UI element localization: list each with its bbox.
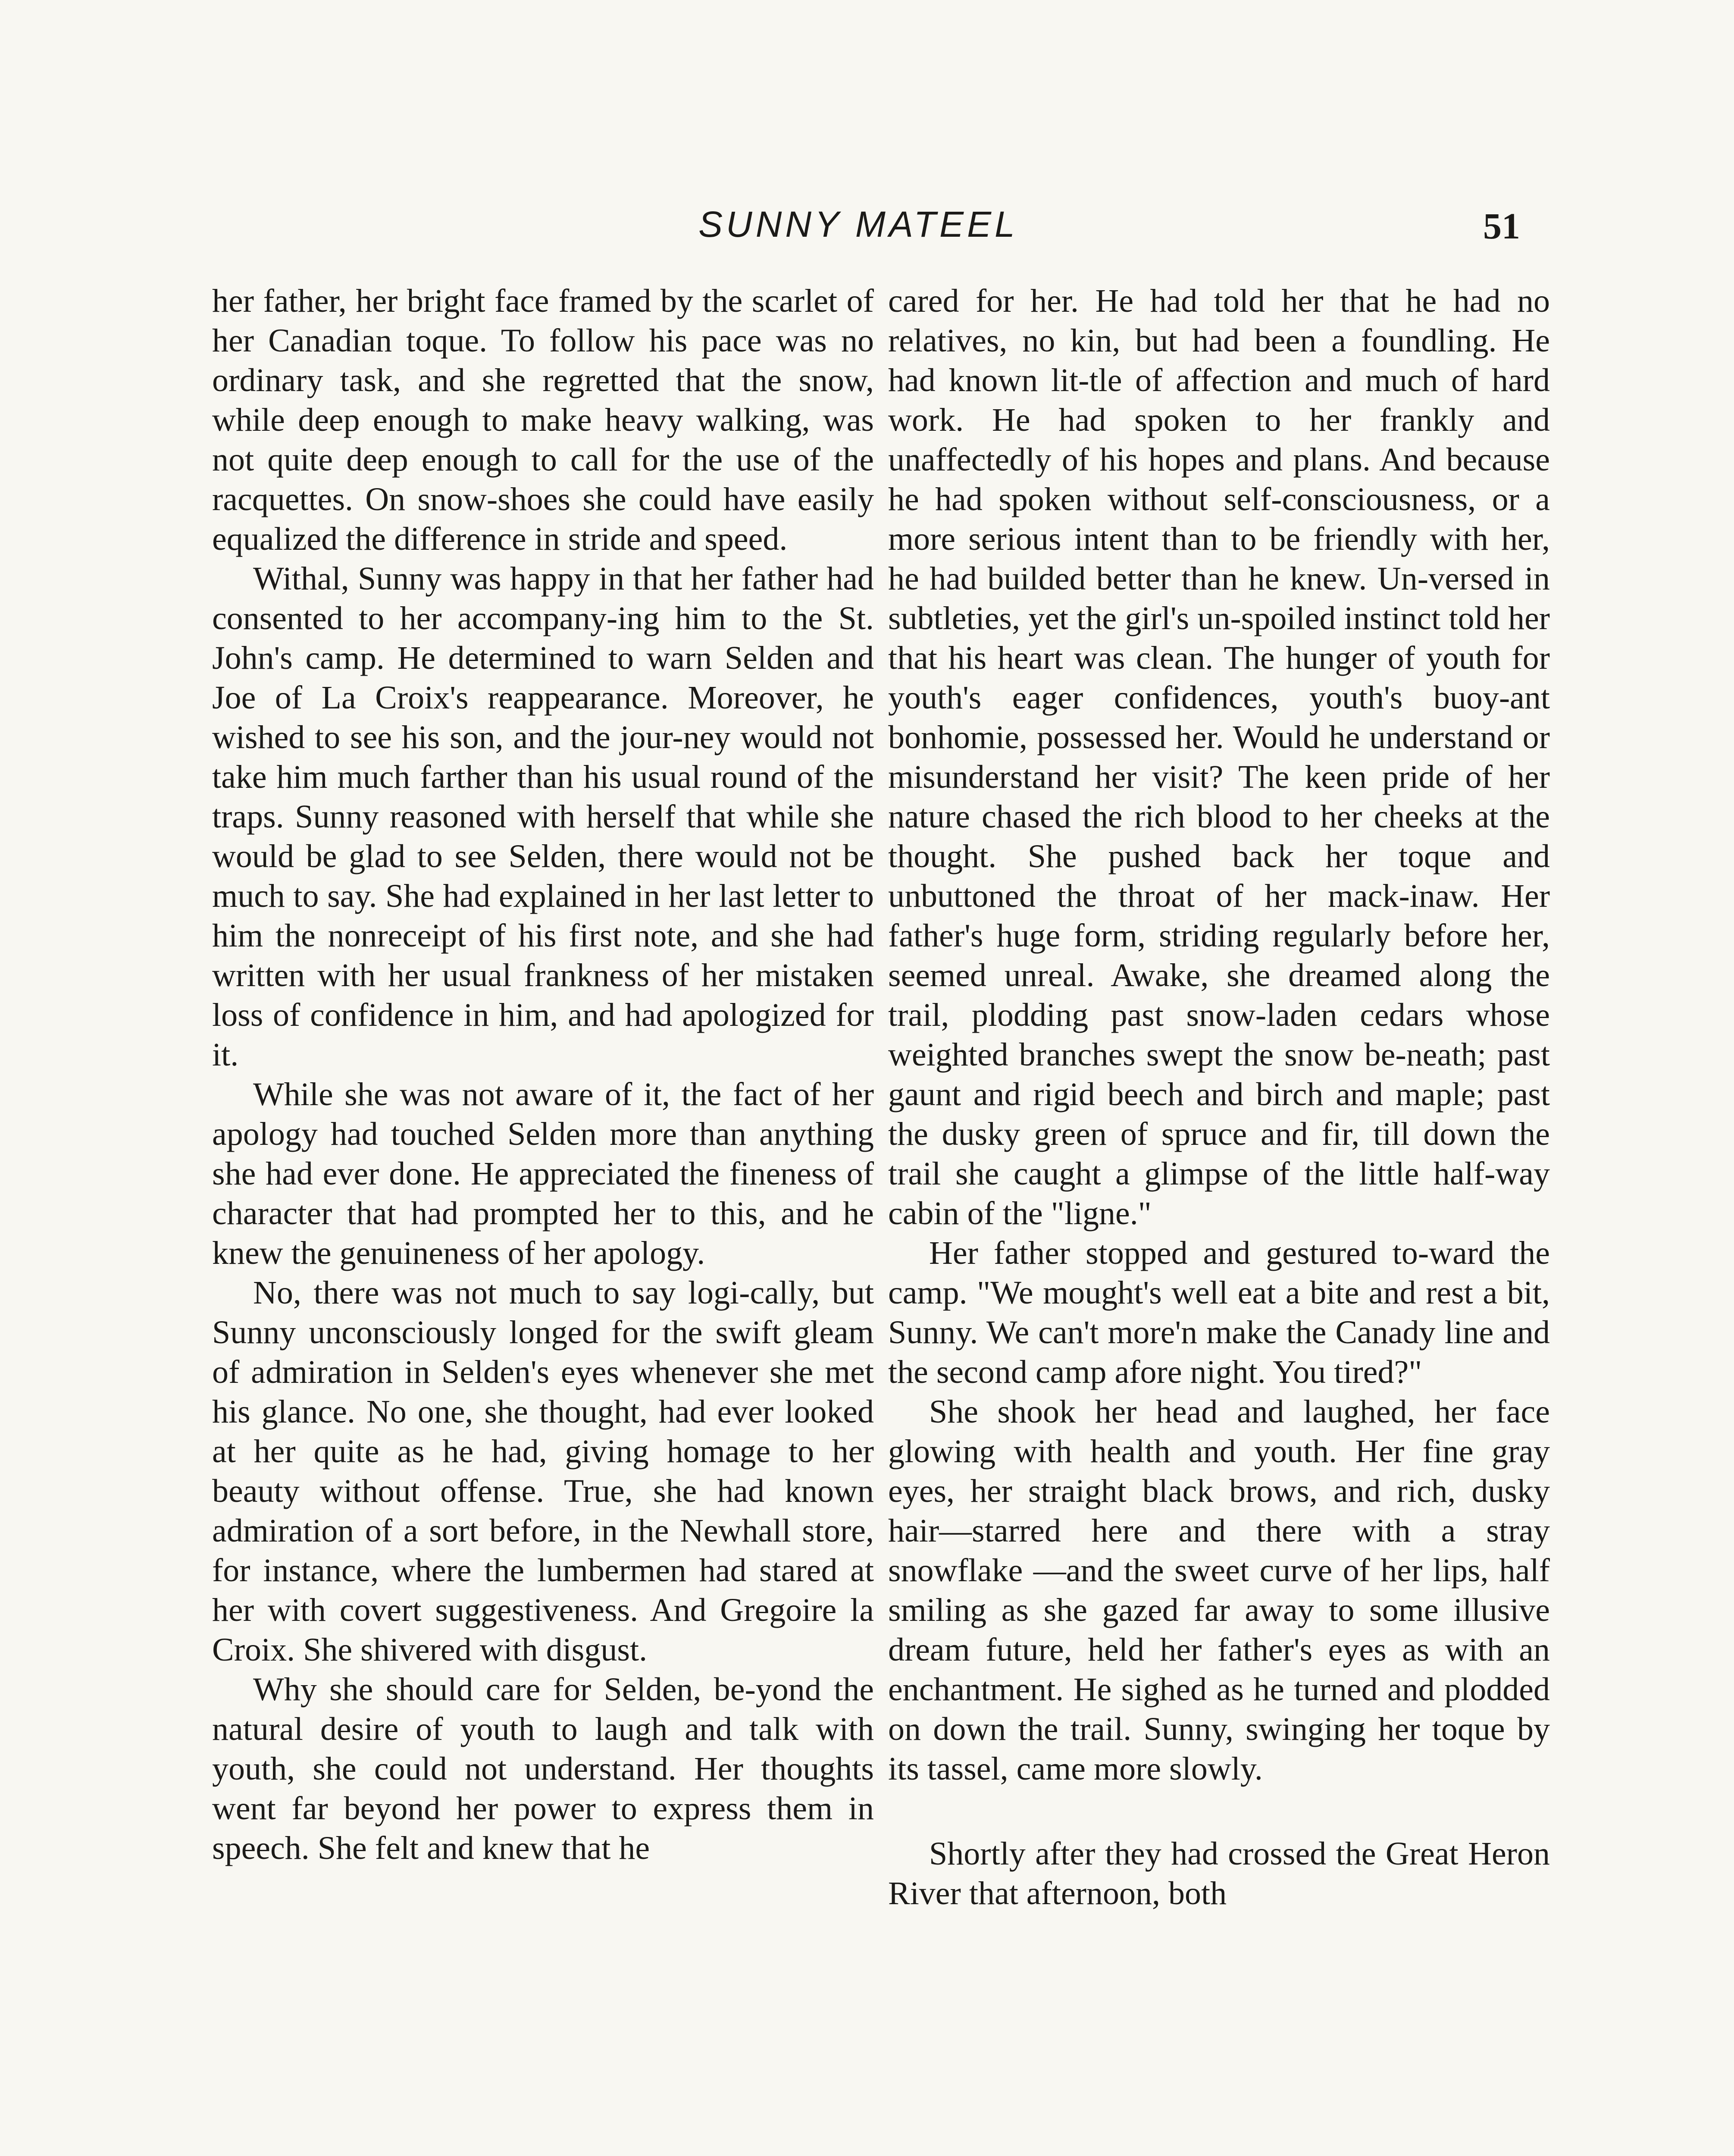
paragraph: While she was not aware of it, the fact of her apology had touched Selden more than anything she had ever done. He appreciated the fineness of character that had prompted her to this, and he knew the genuineness of her apology. xyxy=(212,1076,874,1271)
running-title: SUNNY MATEEL xyxy=(698,204,1018,244)
paragraph: cared for her. He had told her that he had no relatives, no kin, but had been a foundling. He had known lit-tle of affection and much of hard work. He had spoken to her frankly and unaffectedly of his hopes and plans. And because he had spoken without self-consciousness, or a more serious intent than to be friendly with her, he had builded better than he knew. Un-versed in subtleties, yet the girl's un-spoiled instinct told her that his heart was clean. The hunger of youth for youth's eager confidences, youth's buoy-ant bonhomie, possessed her. Would he understand or misunderstand her visit? The keen pride of her nature chased the rich blood to her cheeks at the thought. She pushed back her toque and unbuttoned the throat of her mack-inaw. Her father's huge form, striding regularly before her, seemed unreal. Awake, she dreamed along the trail, plodding past snow-laden cedars whose weighted branches swept the snow be-neath; past gaunt and rigid beech and birch and maple; past the dusky green of spruce and fir, till down the trail she caught a glimpse of the little half-way cabin of the "ligne." xyxy=(888,283,1550,1232)
paragraph: Shortly after they had crossed the Great Heron River that afternoon, both xyxy=(888,1836,1550,1912)
page-number: 51 xyxy=(1483,205,1520,247)
page-header xyxy=(0,198,1734,259)
text-column-left xyxy=(212,281,874,1868)
paragraph: her father, her bright face framed by the scarlet of her Canadian toque. To follow his pace was no ordinary task, and she regretted that the snow, while deep enough to make heavy walking, was not quite deep enough to call for the use of the racquettes. On snow-shoes she could have easily equalized the difference in stride and speed. xyxy=(212,283,874,557)
paragraph: Why she should care for Selden, be-yond the natural desire of youth to laugh and talk with youth, she could not understand. Her thoughts went far beyond her power to express them in speech. She felt and knew that he xyxy=(212,1671,874,1866)
text-column-right xyxy=(888,281,1550,1913)
paragraph: Withal, Sunny was happy in that her father had consented to her accompany-ing him to the St. John's camp. He determined to warn Selden and Joe of La Croix's reappearance. Moreover, he wished to see his son, and the jour-ney would not take him much farther than his usual round of the traps. Sunny reasoned with herself that while she would be glad to see Selden, there would not be much to say. She had explained in her last letter to him the nonreceipt of his first note, and she had written with her usual frankness of her mistaken loss of confidence in him, and had apologized for it. xyxy=(212,561,874,1073)
paragraph: She shook her head and laughed, her face glowing with health and youth. Her fine gray eyes, her straight black brows, and rich, dusky hair—starred here and there with a stray snowflake —and the sweet curve of her lips, half smiling as she gazed far away to some illusive dream future, held her father's eyes as with an enchantment. He sighed as he turned and plodded on down the trail. Sunny, swinging her toque by its tassel, came more slowly. xyxy=(888,1394,1550,1787)
paragraph: No, there was not much to say logi-cally, but Sunny unconsciously longed for the swift gleam of admiration in Selden's eyes whenever she met his glance. No one, she thought, had ever looked at her quite as he had, giving homage to her beauty without offense. True, she had known admiration of a sort before, in the Newhall store, for instance, where the lumbermen had stared at her with covert suggestiveness. And Gregoire la Croix. She shivered with disgust. xyxy=(212,1275,874,1668)
paragraph: Her father stopped and gestured to-ward the camp. "We mought's well eat a bite and rest a bit, Sunny. We can't more'n make the Canady line and the second camp afore night. You tired?" xyxy=(888,1235,1550,1390)
